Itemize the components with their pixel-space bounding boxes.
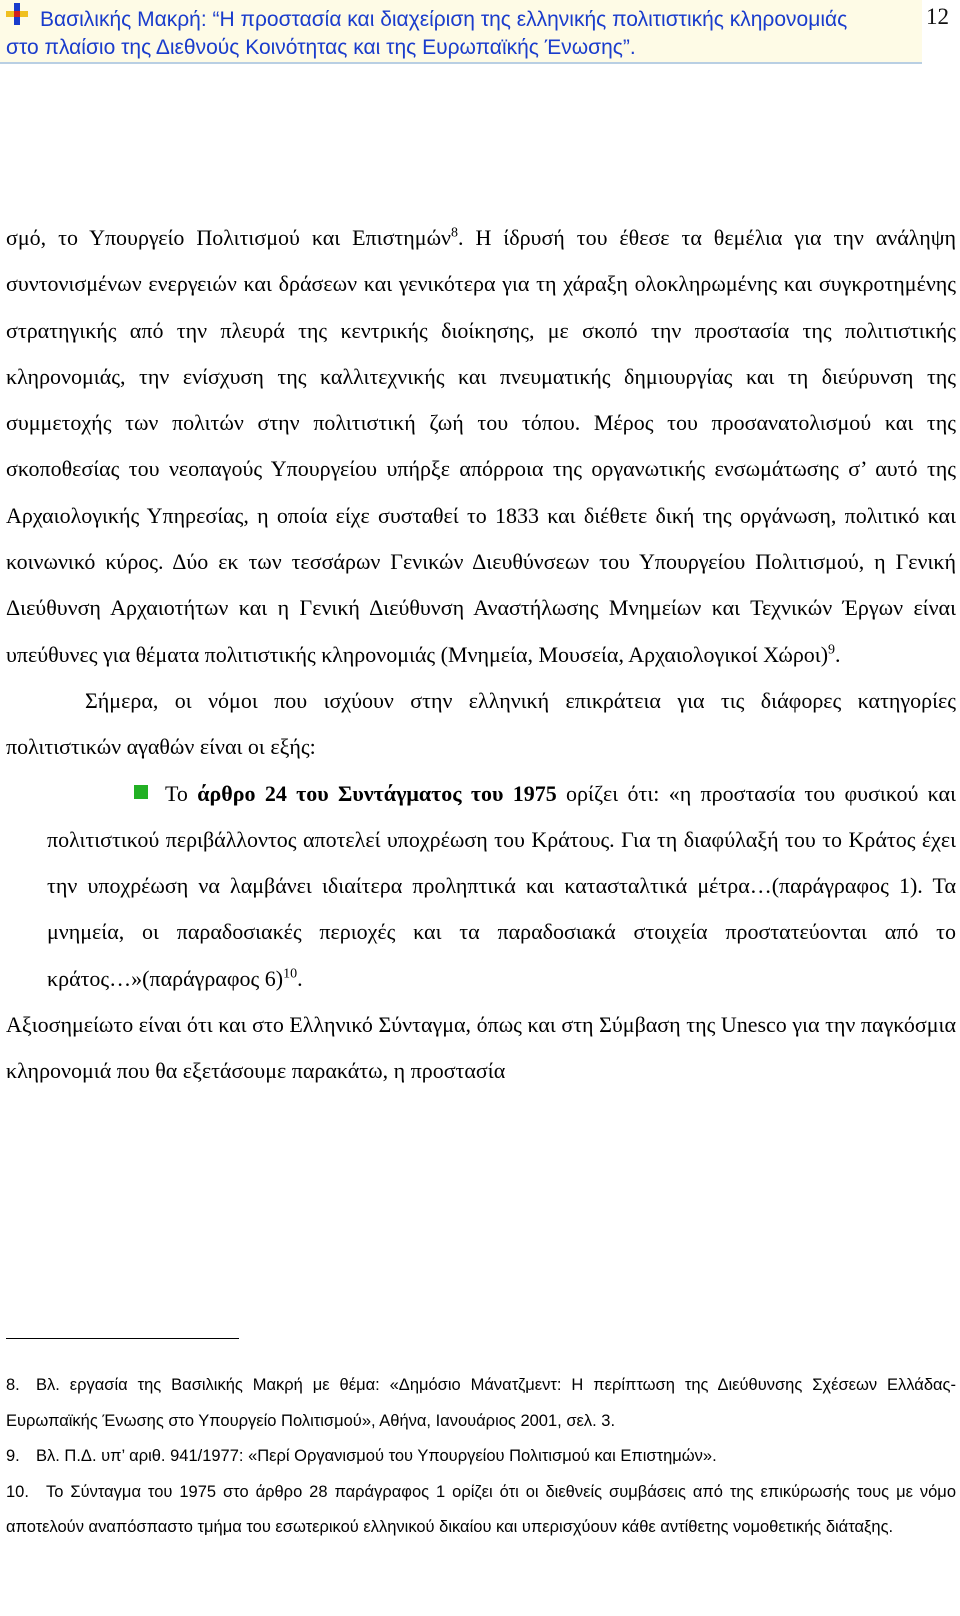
bullet-item: Το άρθρο 24 του Συντάγματος του 1975 ορίζει ότι: «η προστασία του φυσικού και πολιτιστικού περιβάλλοντος αποτελεί υποχρέωση του Κράτους. Για τη διαφύλαξή του το Κράτος έχει την υποχρέωση να λαμβάνει ιδιαίτερα προληπτικά και κατασταλτικά μέτρα…(παράγραφος 1). Τα μνημεία, οι παραδοσιακές περιοχές και τα παραδοσιακά στοιχεία προστατεύονται από το κράτος…»(παράγραφος 6)$^{10}$.	[47, 780, 956, 991]
footnote-number: 8.	[6, 1376, 20, 1394]
footnote-ref[interactable]: 9	[828, 642, 836, 658]
footnote	[6, 1475, 956, 1546]
square-bullet-icon	[134, 785, 148, 799]
paragraph: Σήμερα, οι νόμοι που ισχύουν στην ελληνική επικράτεια για τις διάφορες κατηγορίες πολιτιστικών αγαθών είναι οι εξής:	[6, 687, 956, 760]
footnote-text: Το Σύνταγμα του 1975 στο άρθρο 28 παράγραφος 1 ορίζει ότι οι διεθνείς συμβάσεις από της επικύρωσής τους με νόμο αποτελούν αναπόσπαστο τμήμα του εσωτερικού ελληνικού δικαίου και υπερισχύουν κάθε αντίθετης νομοθετικής διάταξης.	[6, 1482, 956, 1536]
footnote	[6, 1439, 956, 1475]
footnote-number: 10.	[6, 1482, 29, 1501]
footnote	[6, 1368, 956, 1439]
footnote-separator	[6, 1338, 239, 1339]
running-header	[0, 0, 922, 64]
footnote-text: Βλ. Π.Δ. υπ’ αριθ. 941/1977: «Περί Οργανισμού του Υπουργείου Πολιτισμού και Επιστημών».	[36, 1447, 717, 1465]
footnote-text: Βλ. εργασία της Βασιλικής Μακρή με θέμα: «Δημόσιο Μάνατζμεντ: Η περίπτωση της Διεύθυνσης Σχέσεων Ελλάδας-Ευρωπαϊκής Ένωσης στο Υπουργείο Πολιτισμού», Αθήνα, Ιανουάριος 2001, σελ. 3.	[6, 1376, 956, 1430]
footnote-ref[interactable]: 8	[451, 225, 459, 241]
footnote-ref[interactable]: 10	[283, 966, 298, 982]
paragraph: σμό, το Υπουργείο Πολιτισμού και Επιστημών$^8$. Η ίδρυσή του έθεσε τα θεμέλια για την ανάληψη συντονισμένων ενεργειών και δράσεων και γενικότερα για τη χάραξη ολοκληρωμένης και συγκροτημένης στρατηγικής από την πλευρά της κεντρικής διοίκησης, με σκοπό την προστασία της πολιτιστικής κληρονομιάς, την ενίσχυση της καλλιτεχνικής και πνευματικής δημιουργίας και τη διεύρυνση της συμμετοχής των πολιτών στην πολιτιστική ζωή του τόπου. Μέρος του προσανατολισμού και της σκοποθεσίας του νεοπαγούς Υπουργείου υπήρξε απόρροια της οργανωτικής ενσωμάτωσης σ’ αυτό της Αρχαιολογικής Υπηρεσίας, η οποία είχε συσταθεί το 1833 και διέθετε δική της οργάνωση, πολιτικό και κοινωνικό κύρος. Δύο εκ των τεσσάρων Γενικών Διευθύνσεων του Υπουργείου Πολιτισμού, η Γενική Διεύθυνση Αρχαιοτήτων και η Γενική Διεύθυνση Αναστήλωσης Μνημείων και Τεχνικών Έργων είναι υπεύθυνες για θέματα πολιτιστικής κληρονομιάς (Μνημεία, Μουσεία, Αρχαιολογικοί Χώροι)$^9$.	[6, 225, 956, 667]
page-number: 12	[926, 4, 949, 29]
footnotes	[6, 1368, 956, 1546]
header-title: Βασιλικής Μακρή: “Η προστασία και διαχείριση της ελληνικής πολιτιστικής κληρονομιάς στο πλαίσιο της Διεθνούς Κοινότητας και της Ευρωπαϊκής Ένωσης”.	[6, 8, 848, 59]
bold-text: άρθρο 24 του Συντάγματος του 1975	[197, 780, 557, 806]
paragraph: Αξιοσημείωτο είναι ότι και στο Ελληνικό Σύνταγμα, όπως και στη Σύμβαση της Unesco για την παγκόσμια κληρονομιά που θα εξετάσουμε παρακάτω, η προστασία	[6, 1012, 956, 1084]
body-text	[6, 215, 956, 1095]
footnote-number: 9.	[6, 1447, 20, 1465]
